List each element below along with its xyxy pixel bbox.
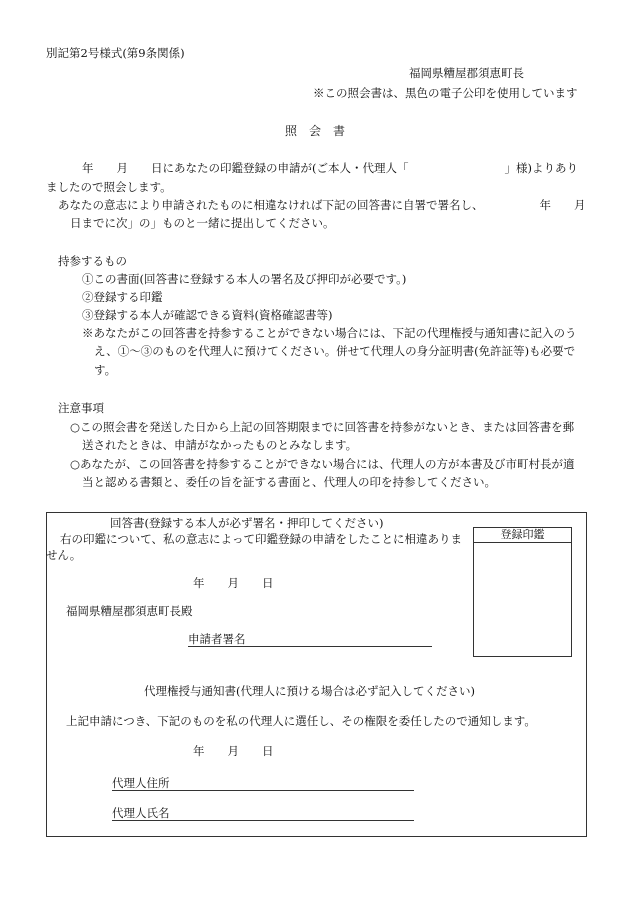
issuer: 福岡県糟屋郡須恵町長 [409, 66, 524, 80]
registered-seal-box[interactable] [473, 527, 572, 657]
document-title: 照 会 書 [284, 124, 345, 138]
intro-line-1-start: 年 月 日にあなたの印鑑登録の申請が(ご本人・代理人「 [82, 161, 409, 175]
intro-line-1-end: 」様)よりあり [504, 161, 578, 175]
bring-item-2: ②登録する印鑑 [82, 290, 163, 304]
answer-title: 回答書(登録する本人が必ず署名・押印してください) [110, 516, 384, 530]
intro-line-3 [58, 200, 586, 212]
answer-body-line-2: せん。 [46, 548, 82, 562]
seal-note: ※この照会書は、黒色の電子公印を使用しています [313, 86, 578, 100]
proxy-address-label: 代理人住所 [112, 776, 170, 790]
signature-line[interactable] [188, 646, 432, 647]
intro-line-3-deadline: 年 月 [539, 198, 586, 212]
bring-note-line-1: ※あなたがこの回答書を持参することができない場合には、下記の代理権授与通知書に記入のう [82, 326, 577, 340]
proxy-name-label: 代理人氏名 [112, 806, 170, 820]
note-1-line-1: ○この照会書を発送した日から上記の回答期限までに回答書を持参がないとき、または回答書を郵 [70, 420, 575, 434]
form-number: 別記第2号様式(第9条関係) [46, 46, 185, 60]
answer-date: 年 月 日 [193, 576, 274, 590]
answer-body-line-1: 右の印鑑について、私の意志によって印鑑登録の申請をしたことに相違ありま [60, 532, 463, 546]
proxy-date: 年 月 日 [193, 744, 274, 758]
proxy-address-line[interactable] [112, 790, 414, 791]
note-2-line-2: 当と認める書類と、委任の旨を証する書面と、代理人の印を持参してください。 [82, 475, 496, 489]
intro-line-3-start: あなたの意志により申請されたものに相違なければ下記の回答書に自署で署名し、 [58, 198, 484, 212]
proxy-name-line[interactable] [112, 820, 414, 821]
proxy-title: 代理権授与通知書(代理人に預ける場合は必ず記入してください) [144, 684, 475, 698]
bring-item-3: ③登録する本人が確認できる資料(資格確認書等) [82, 308, 333, 322]
intro-line-4: 日までに次」の」ものと一緒に提出してください。 [70, 216, 335, 230]
bring-note-line-3: す。 [94, 363, 117, 377]
intro-line-2: ましたので照会します。 [46, 180, 172, 194]
proxy-body: 上記申請につき、下記のものを私の代理人に選任し、その権限を委任したので通知します。 [66, 714, 536, 728]
answer-addressee: 福岡県糟屋郡須恵町長殿 [66, 604, 193, 618]
signature-label: 申請者署名 [188, 632, 246, 646]
notes-heading: 注意事項 [58, 401, 104, 415]
note-1-line-2: 送されたときは、申請がなかったものとみなします。 [82, 438, 358, 452]
bring-note-line-2: え、①～③のものを代理人に預けてください。併せて代理人の身分証明書(免許証等)も必要で [94, 344, 576, 358]
registered-seal-label: 登録印鑑 [474, 528, 571, 543]
bring-item-1: ①この書面(回答書に登録する本人の署名及び押印が必要です。) [82, 272, 407, 286]
intro-line-1 [82, 163, 578, 175]
note-2-line-1: ○あなたが、この回答書を持参することができない場合には、代理人の方が本書及び市町村長が適 [70, 457, 575, 471]
bring-heading: 持参するもの [58, 254, 127, 268]
